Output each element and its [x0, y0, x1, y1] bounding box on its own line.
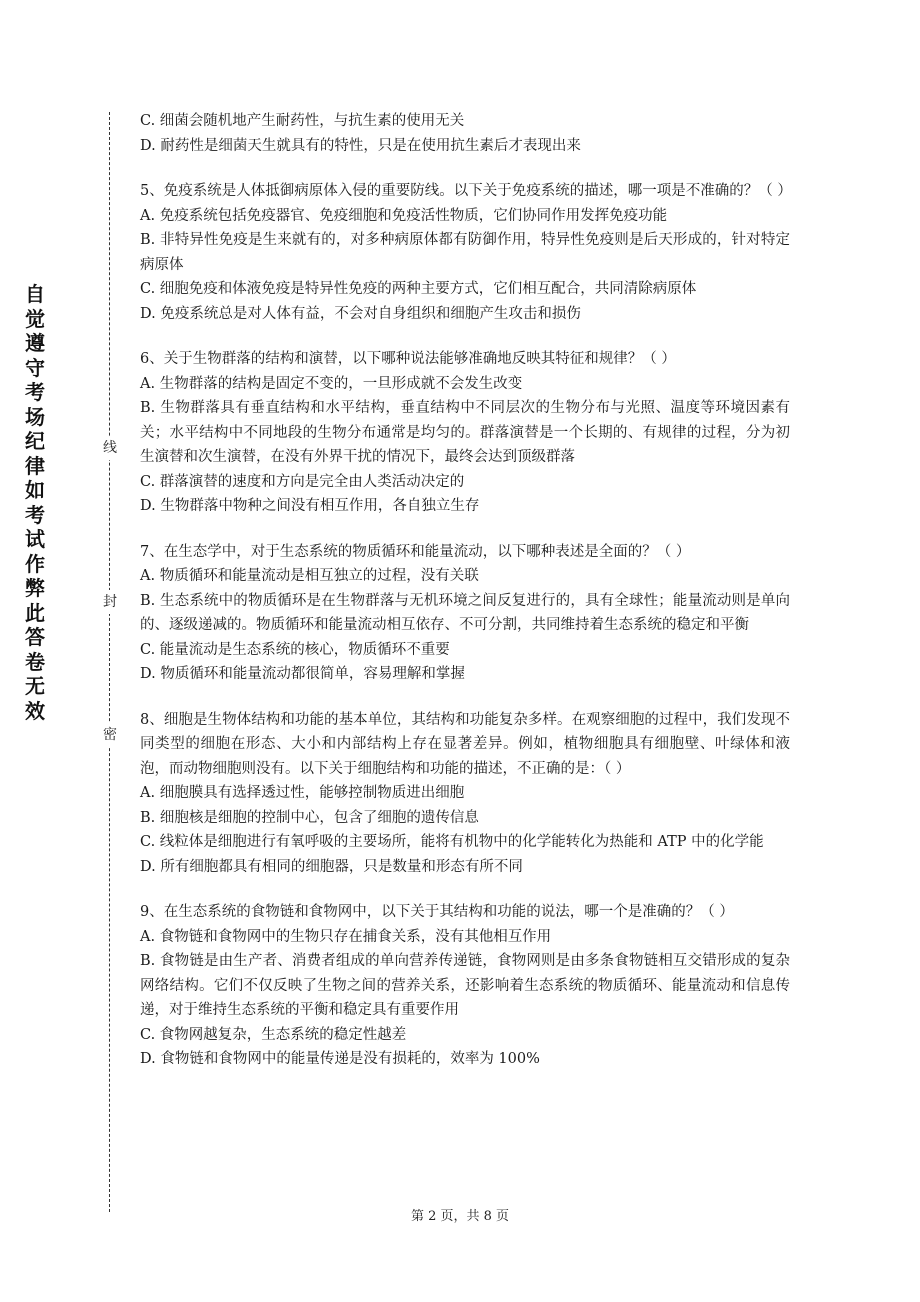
- binding-label-seal: 封: [101, 590, 119, 614]
- option-a: A. 生物群落的结构是固定不变的，一旦形成就不会发生改变: [140, 375, 523, 392]
- option-b: B. 食物链是由生产者、消费者组成的单向营养传递链，食物网则是由多条食物链相互交错形成的复杂网络结构。它们不仅反映了生物之间的营养关系，还影响着生态系统的物质循环、能量流动和信息传递，对于维持生态系统的平衡和稳定具有重要作用: [140, 953, 790, 1018]
- question-8: [140, 708, 790, 880]
- option-b: B. 生态系统中的物质循环是在生物群落与无机环境之间反复进行的，具有全球性；能量流动则是单向的、逐级递减的。物质循环和能量流动相互依存、不可分割，共同维持着生态系统的稳定和平衡: [140, 592, 790, 633]
- question-stem: 7、在生态学中，对于生态系统的物质循环和能量流动，以下哪种表述是全面的？（ ）: [140, 543, 691, 560]
- option-c: C. 细胞免疫和体液免疫是特异性免疫的两种主要方式，它们相互配合，共同清除病原体: [140, 281, 697, 297]
- option-d: D. 免疫系统总是对人体有益，不会对自身组织和细胞产生攻击和损伤: [140, 305, 581, 322]
- option-d: D. 耐药性是细菌天生就具有的特性，只是在使用抗生素后才表现出来: [140, 137, 581, 154]
- option-a: A. 物质循环和能量流动是相互独立的过程，没有关联: [140, 568, 479, 584]
- option-d: D. 物质循环和能量流动都很简单，容易理解和掌握: [140, 666, 465, 682]
- option-c: C. 群落演替的速度和方向是完全由人类活动决定的: [140, 473, 465, 490]
- page-number-footer: 第 2 页，共 8 页: [410, 1209, 510, 1224]
- option-c: C. 食物网越复杂，生态系统的稳定性越差: [140, 1026, 407, 1043]
- option-d: D. 食物链和食物网中的能量传递是没有损耗的，效率为 100%: [140, 1051, 540, 1067]
- question-stem: 8、细胞是生物体结构和功能的基本单位，其结构和功能复杂多样。在观察细胞的过程中，我们发现不同类型的细胞在形态、大小和内部结构上存在显著差异。例如，植物细胞具有细胞壁、叶绿体和液泡，而动物细胞则没有。以下关于细胞结构和功能的描述，不正确的是：（ ）: [140, 711, 790, 777]
- exam-content: [140, 109, 790, 1072]
- binding-dashed-line: [109, 112, 110, 1212]
- binding-label-line: 线: [101, 436, 119, 460]
- question-6: [140, 347, 790, 519]
- option-d: D. 生物群落中物种之间没有相互作用，各自独立生存: [140, 498, 480, 514]
- option-b: B. 生物群落具有垂直结构和水平结构，垂直结构中不同层次的生物分布与光照、温度等环境因素有关；水平结构中不同地段的生物分布通常是均匀的。群落演替是一个长期的、有规律的过程，分为初生演替和次生演替，在没有外界干扰的情况下，最终会达到顶级群落: [140, 400, 790, 465]
- option-a: A. 食物链和食物网中的生物只存在捕食关系，没有其他相互作用: [140, 928, 552, 945]
- question-stem: 6、关于生物群落的结构和演替，以下哪种说法能够准确地反映其特征和规律？（ ）: [140, 351, 676, 367]
- exam-discipline-notice: 自觉遵守考场纪律如考试作弊此答卷无效: [25, 282, 45, 723]
- question-7: [140, 540, 790, 687]
- question-5: [140, 179, 790, 326]
- option-a: A. 细胞膜具有选择透过性，能够控制物质进出细胞: [140, 785, 465, 801]
- option-b: B. 细胞核是细胞的控制中心，包含了细胞的遗传信息: [140, 809, 479, 826]
- binding-label-secret: 密: [101, 723, 119, 747]
- question-stem: 9、在生态系统的食物链和食物网中，以下关于其结构和功能的说法，哪一个是准确的？（ ）: [140, 904, 734, 920]
- option-c: C. 线粒体是细胞进行有氧呼吸的主要场所，能将有机物中的化学能转化为热能和 ATP 中的化学能: [140, 834, 764, 850]
- option-d: D. 所有细胞都具有相同的细胞器，只是数量和形态有所不同: [140, 858, 523, 875]
- option-a: A. 免疫系统包括免疫器官、免疫细胞和免疫活性物质，它们协同作用发挥免疫功能: [140, 207, 668, 224]
- question-9: [140, 900, 790, 1072]
- option-c: C. 细菌会随机地产生耐药性，与抗生素的使用无关: [140, 113, 465, 129]
- option-b: B. 非特异性免疫是生来就有的，对多种病原体都有防御作用，特异性免疫则是后天形成的，针对特定病原体: [140, 232, 790, 273]
- option-c: C. 能量流动是生态系统的核心，物质循环不重要: [140, 641, 450, 658]
- question-stem: 5、免疫系统是人体抵御病原体入侵的重要防线。以下关于免疫系统的描述，哪一项是不准确的？（ ）: [140, 183, 792, 199]
- question-4-continuation: [140, 109, 790, 158]
